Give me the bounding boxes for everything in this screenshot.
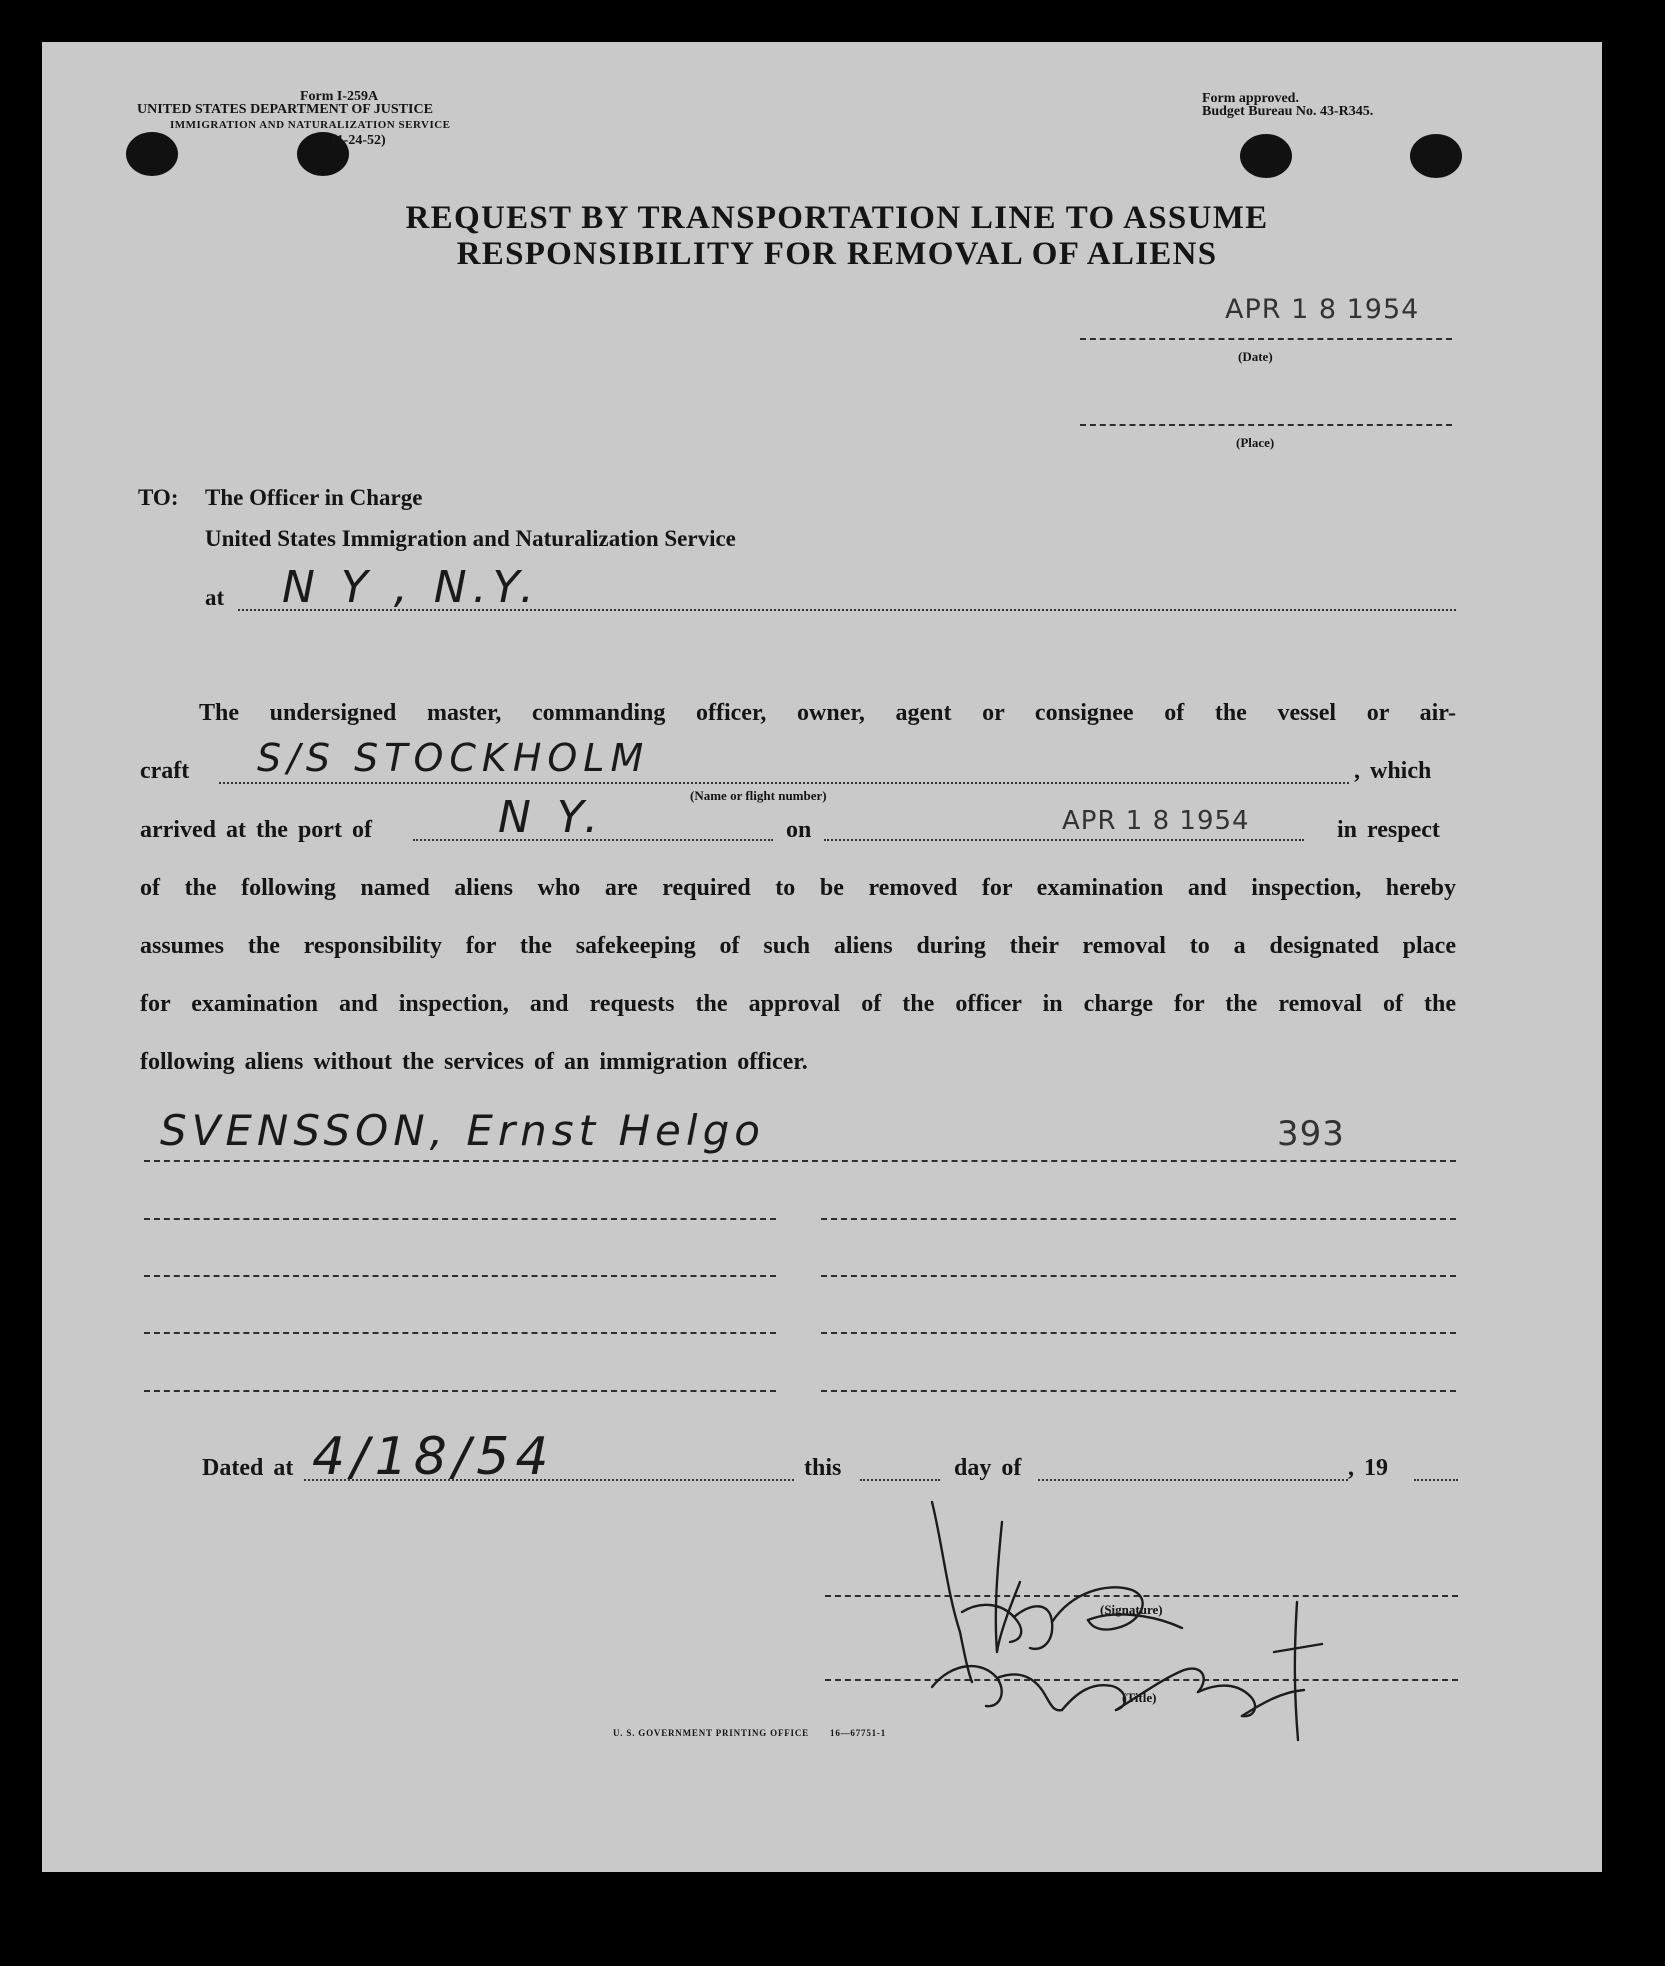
body-line-7: following aliens without the services of an immigration officer. [140, 1049, 808, 1075]
addressee-line-2: United States Immigration and Naturalization Service [205, 526, 736, 551]
alien-line-left [144, 1275, 776, 1277]
alien-number: 393 [1277, 1114, 1345, 1154]
form-number: Form I-259A [300, 89, 379, 104]
alien-line-right [821, 1275, 1456, 1277]
at-label: at [205, 585, 225, 610]
handwritten-signature [902, 1482, 1362, 1742]
alien-line-left [144, 1390, 776, 1392]
alien-line-left [144, 1218, 776, 1220]
service-name: IMMIGRATION AND NATURALIZATION SERVICE [170, 119, 451, 131]
alien-line-left [144, 1332, 776, 1334]
budget-bureau-number: Budget Bureau No. 43-R345. [1202, 104, 1374, 119]
form-edition: (1-24-52) [332, 133, 386, 148]
form-approval: Form approved. [1202, 91, 1299, 106]
which-label: , which [1354, 758, 1432, 784]
to-label: TO: [138, 485, 179, 510]
signature-caption: (Signature) [1100, 1602, 1163, 1617]
form-title-line-2: RESPONSIBILITY FOR REMOVAL OF ALIENS [456, 236, 1218, 272]
place-caption: (Place) [1236, 435, 1275, 450]
body-line-1: The undersigned master, commanding officer, owner, agent or consignee of the vessel or air- [199, 700, 1456, 726]
printer-line [613, 1728, 886, 1738]
this-label: this [804, 1455, 842, 1481]
craft-caption: (Name or flight number) [690, 788, 827, 803]
date-stamp: APR 1 8 1954 [1225, 294, 1420, 325]
form-title-line-1: REQUEST BY TRANSPORTATION LINE TO ASSUME [405, 200, 1269, 236]
in-respect-label: in respect [1337, 817, 1440, 843]
alien-line-right [821, 1332, 1456, 1334]
day-of-label: day of [954, 1455, 1022, 1481]
craft-label: craft [140, 758, 190, 784]
body-line-4: of the following named aliens who are required to be removed for examination and inspection, hereby [140, 875, 1456, 901]
printer-code: 16—67751-1 [830, 1728, 887, 1738]
department-name: UNITED STATES DEPARTMENT OF JUSTICE [137, 102, 433, 117]
alien-line-right [821, 1218, 1456, 1220]
year-label: , 19 [1348, 1455, 1388, 1481]
punch-hole [126, 132, 178, 176]
body-line-6: for examination and inspection, and requests the approval of the officer in charge for the removal of the [140, 991, 1456, 1017]
alien-name: SVENSSON, Ernst Helgo [160, 1106, 765, 1155]
port-value: N Y. [498, 792, 605, 843]
addressee-line-1: The Officer in Charge [205, 485, 423, 510]
date-caption: (Date) [1238, 349, 1273, 364]
year-line [1414, 1479, 1458, 1481]
body-line-5: assumes the responsibility for the safekeeping of such aliens during their removal to a designated place [140, 933, 1456, 959]
date-line [1080, 338, 1452, 340]
on-label: on [786, 817, 812, 843]
month-line [1038, 1479, 1348, 1481]
place-line [1080, 424, 1452, 426]
alien-line-right [821, 1390, 1456, 1392]
at-value: N Y , N.Y. [282, 562, 540, 613]
craft-line [219, 782, 1349, 784]
dated-at-value: 4/18/54 [312, 1427, 555, 1487]
craft-value: S/S STOCKHOLM [257, 736, 650, 780]
arrived-label: arrived at the port of [140, 817, 372, 843]
arrival-date-stamp: APR 1 8 1954 [1062, 806, 1250, 836]
this-day-line [860, 1479, 940, 1481]
arrival-date-line [824, 839, 1304, 841]
dated-at-label: Dated at [202, 1455, 294, 1481]
title-caption: (Title) [1122, 1690, 1157, 1705]
punch-hole [1410, 134, 1462, 178]
punch-hole [1240, 134, 1292, 178]
alien-line-1 [144, 1160, 1456, 1162]
form-page [42, 42, 1602, 1872]
printer-name: U. S. GOVERNMENT PRINTING OFFICE [613, 1728, 809, 1738]
